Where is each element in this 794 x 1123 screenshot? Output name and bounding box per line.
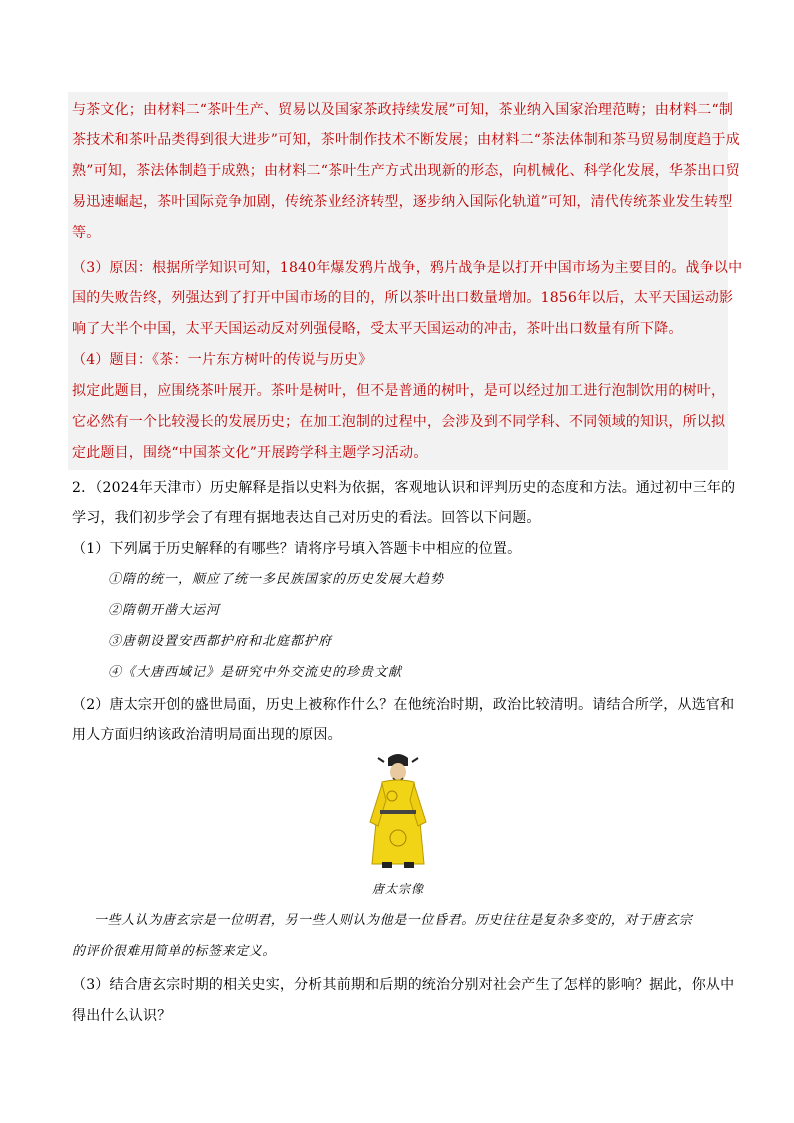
option-4: ④《大唐西域记》是研究中外交流史的珍贵文献	[108, 665, 403, 680]
answer-line: 易迅速崛起，茶叶国际竞争加剧，传统茶业经济转型，逐步纳入国际化轨道”可知，清代传统茶业发生转型	[72, 194, 733, 210]
answer-line: 响了大半个中国，太平天国运动反对列强侵略，受太平天国运动的冲击，茶叶出口数量有所下降。	[72, 321, 683, 337]
question-3-line: 得出什么认识？	[72, 1008, 172, 1024]
answer-line: 国的失败告终，列强达到了打开中国市场的目的，所以茶叶出口数量增加。1856年以后，太平天国运动影	[72, 290, 734, 306]
answer-line: 定此题目，围绕“中国茶文化”开展跨学科主题学习活动。	[72, 445, 428, 461]
question-intro-line: 学习，我们初步学会了有理有据地表达自己对历史的看法。回答以下问题。	[72, 510, 541, 526]
answer-line: 等。	[72, 225, 101, 241]
answer-line: 拟定此题目，应围绕茶叶展开。茶叶是树叶，但不是普通的树叶，是可以经过加工进行泡制饮用的树叶，	[72, 383, 726, 399]
question-2-line: 用人方面归纳该政治清明局面出现的原因。	[72, 727, 342, 743]
answer-line: 熟”可知，茶法体制趋于成熟；由材料二“茶叶生产方式出现新的形态，向机械化、科学化发展，华茶出口贸	[72, 163, 740, 179]
question-2-line: （2）唐太宗开创的盛世局面，历史上被称作什么？在他统治时期，政治比较清明。请结合所学，从选官和	[72, 697, 735, 713]
option-3: ③唐朝设置安西都护府和北庭都护府	[108, 634, 333, 649]
question-intro-line: 2．（2024年天津市）历史解释是指以史料为依据，客观地认识和评判历史的态度和方法。通过初中三年的	[72, 480, 736, 496]
option-1: ①隋的统一，顺应了统一多民族国家的历史发展大趋势	[108, 572, 445, 587]
answer-heading-title: （4）题目：《茶：一片东方树叶的传说与历史》	[72, 352, 373, 368]
quote-line: 一些人认为唐玄宗是一位明君，另一些人则认为他是一位昏君。历史往往是复杂多变的，对于唐玄宗	[94, 913, 693, 928]
quote-line: 的评价很难用简单的标签来定义。	[72, 944, 277, 959]
question-1: （1）下列属于历史解释的有哪些？请将序号填入答题卡中相应的位置。	[72, 541, 522, 557]
answer-line: （3）原因：根据所学知识可知，1840年爆发鸦片战争，鸦片战争是以打开中国市场为主要目的。战争以中	[72, 260, 743, 276]
option-2: ②隋朝开凿大运河	[108, 603, 221, 618]
answer-line: 与茶文化；由材料二“茶叶生产、贸易以及国家茶政持续发展”可知，茶业纳入国家治理范畴；由材料二“制	[72, 102, 734, 118]
figure-caption: 唐太宗像	[371, 882, 424, 896]
answer-line: 它必然有一个比较漫长的发展历史；在加工泡制的过程中，会涉及到不同学科、不同领域的知识，所以拟	[72, 414, 726, 430]
answer-line: 茶技术和茶叶品类得到很大进步”可知，茶叶制作技术不断发展；由材料二“茶法体制和茶马贸易制度趋于成	[72, 132, 740, 148]
tang-taizong-portrait	[358, 752, 438, 872]
question-3-line: （3）结合唐玄宗时期的相关史实，分析其前期和后期的统治分别对社会产生了怎样的影响？据此，你从中	[72, 977, 735, 993]
